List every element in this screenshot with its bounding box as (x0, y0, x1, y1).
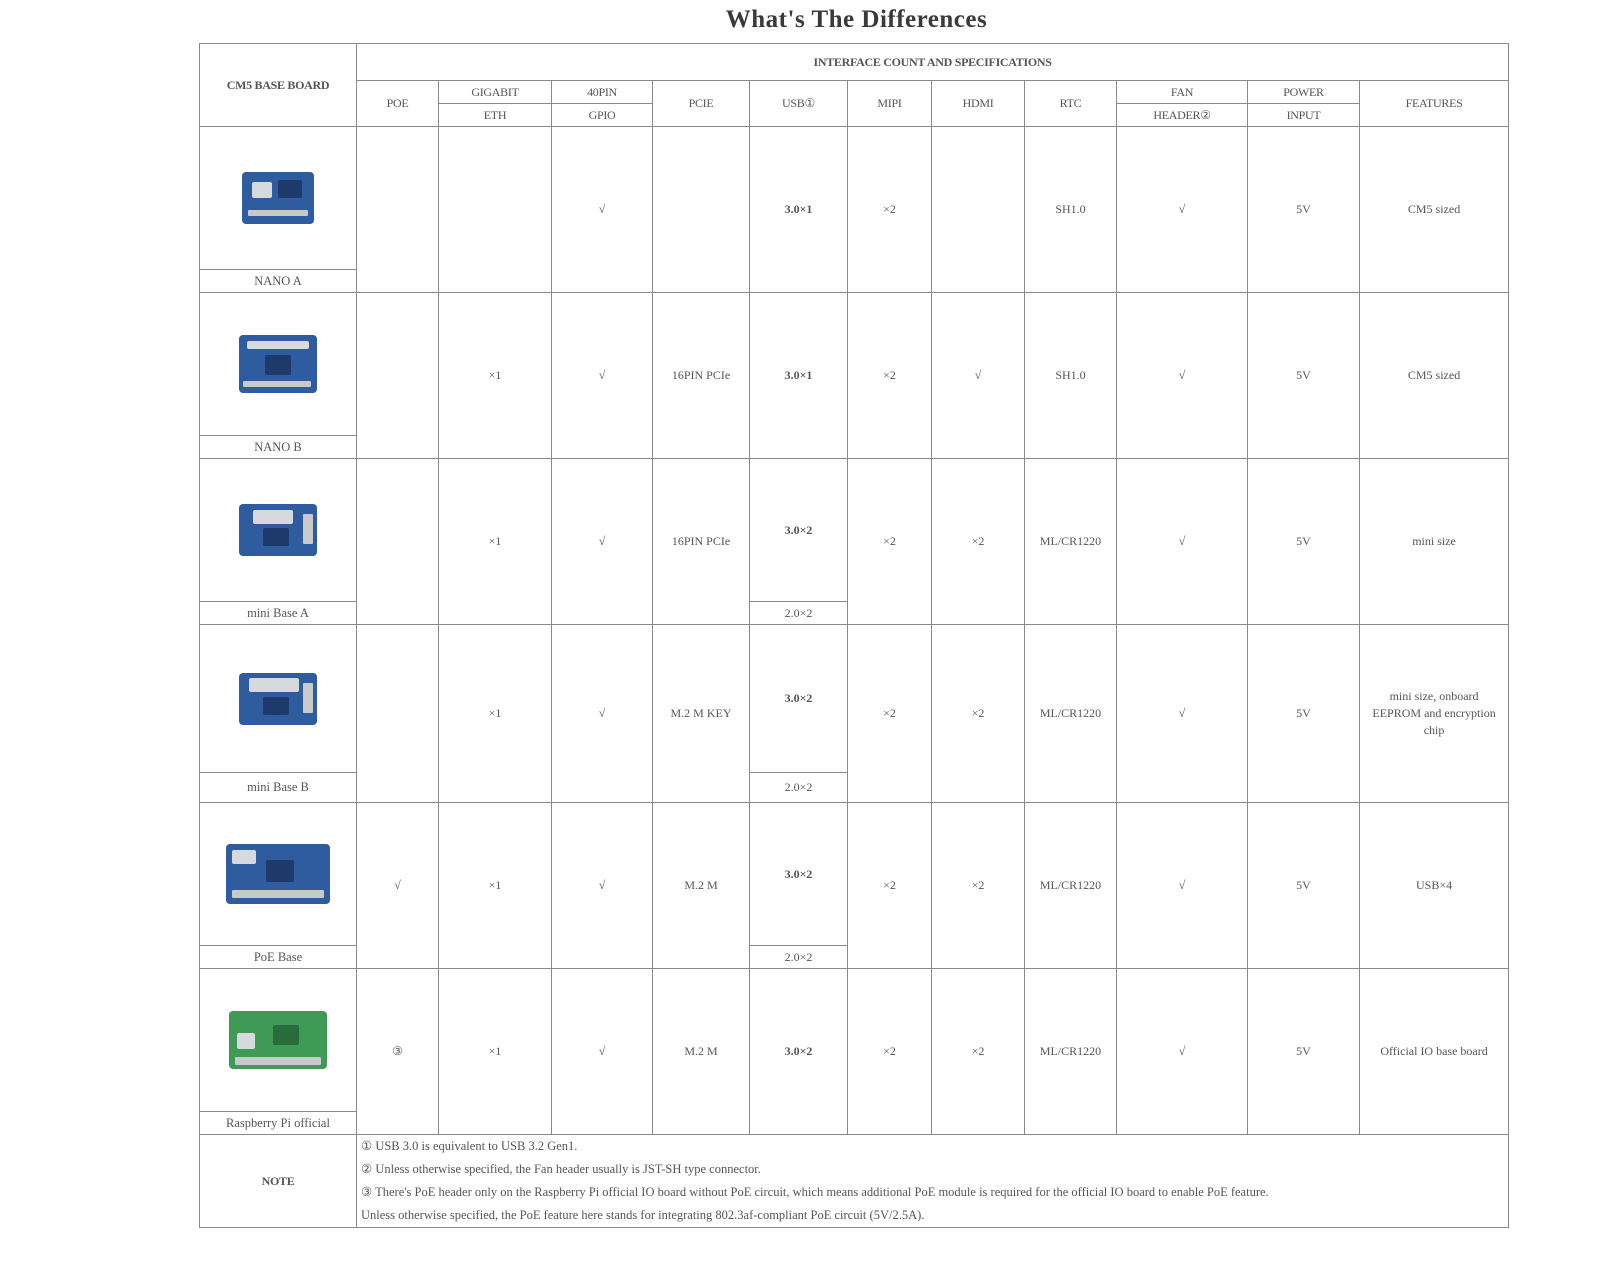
note-line: ① USB 3.0 is equivalent to USB 3.2 Gen1. (361, 1139, 578, 1153)
cell-power: 5V (1248, 293, 1360, 459)
board-name: mini Base B (200, 773, 357, 803)
cell-gpio: √ (552, 969, 653, 1135)
table-row (200, 803, 1509, 946)
table-row (200, 969, 1509, 1112)
header-group: INTERFACE COUNT AND SPECIFICATIONS (357, 44, 1509, 81)
cell-hdmi: ×2 (932, 459, 1025, 625)
cell-poe (357, 293, 439, 459)
cell-usb3: 3.0×2 (750, 625, 848, 773)
page-title: What's The Differences (725, 6, 988, 33)
header-mipi: MIPI (848, 81, 932, 127)
cell-usb2: 2.0×2 (750, 773, 848, 803)
nano-b-board-icon (239, 335, 317, 393)
table-row (200, 293, 1509, 436)
cell-features: CM5 sized (1360, 127, 1509, 293)
header-poe: POE (357, 81, 439, 127)
comparison-table (199, 43, 1509, 1228)
cell-eth: ×1 (439, 459, 552, 625)
board-image-cell (200, 293, 357, 436)
cell-mipi: ×2 (848, 459, 932, 625)
header-gigabit-top: GIGABIT (439, 81, 552, 104)
cell-features: mini size (1360, 459, 1509, 625)
cell-gpio: √ (552, 293, 653, 459)
cell-hdmi (932, 127, 1025, 293)
board-name: Raspberry Pi official (200, 1112, 357, 1135)
header-features: FEATURES (1360, 81, 1509, 127)
cell-hdmi: ×2 (932, 969, 1025, 1135)
cell-usb2: 2.0×2 (750, 602, 848, 625)
board-image-cell (200, 625, 357, 773)
cell-rtc: ML/CR1220 (1025, 969, 1117, 1135)
header-gpio-top: 40PIN (552, 81, 653, 104)
cell-pcie: 16PIN PCIe (653, 459, 750, 625)
cell-rtc: SH1.0 (1025, 127, 1117, 293)
cell-hdmi: √ (932, 293, 1025, 459)
cell-power: 5V (1248, 625, 1360, 803)
cell-eth: ×1 (439, 293, 552, 459)
cell-usb: 3.0×1 (750, 293, 848, 459)
header-pcie: PCIE (653, 81, 750, 127)
cell-pcie: 16PIN PCIe (653, 293, 750, 459)
board-name: NANO A (200, 270, 357, 293)
note-line: ③ There's PoE header only on the Raspberry Pi official IO board without PoE circuit, which means additional PoE module is required for the official IO board to enable PoE feature. (361, 1185, 1269, 1199)
table-row (200, 625, 1509, 773)
cell-features: Official IO base board (1360, 969, 1509, 1135)
cell-hdmi: ×2 (932, 625, 1025, 803)
cell-power: 5V (1248, 127, 1360, 293)
cell-mipi: ×2 (848, 969, 932, 1135)
header-rtc: RTC (1025, 81, 1117, 127)
cell-fan: √ (1117, 969, 1248, 1135)
cell-gpio: √ (552, 459, 653, 625)
board-name: mini Base A (200, 602, 357, 625)
cell-mipi: ×2 (848, 127, 932, 293)
header-power-top: POWER (1248, 81, 1360, 104)
cell-mipi: ×2 (848, 803, 932, 969)
board-name: NANO B (200, 436, 357, 459)
cell-usb: 3.0×2 (750, 969, 848, 1135)
cell-features: USB×4 (1360, 803, 1509, 969)
cell-gpio: √ (552, 803, 653, 969)
cell-power: 5V (1248, 803, 1360, 969)
cell-rtc: ML/CR1220 (1025, 625, 1117, 803)
cell-power: 5V (1248, 969, 1360, 1135)
cell-rtc: ML/CR1220 (1025, 803, 1117, 969)
cell-rtc: SH1.0 (1025, 293, 1117, 459)
cell-fan: √ (1117, 127, 1248, 293)
note-label: NOTE (200, 1135, 357, 1228)
table-row (200, 459, 1509, 602)
cell-poe (357, 625, 439, 803)
cell-gpio: √ (552, 625, 653, 803)
note-content (357, 1135, 1509, 1228)
header-gpio-bottom: GPIO (552, 104, 653, 127)
raspberry-pi-official-board-icon (229, 1011, 327, 1069)
cell-poe (357, 459, 439, 625)
cell-eth: ×1 (439, 803, 552, 969)
board-image-cell (200, 127, 357, 270)
cell-gpio: √ (552, 127, 653, 293)
cell-pcie: M.2 M (653, 803, 750, 969)
header-board: CM5 BASE BOARD (200, 44, 357, 127)
cell-rtc: ML/CR1220 (1025, 459, 1117, 625)
cell-mipi: ×2 (848, 293, 932, 459)
cell-eth: ×1 (439, 625, 552, 803)
board-image-cell (200, 459, 357, 602)
note-line: ② Unless otherwise specified, the Fan header usually is JST-SH type connector. (361, 1162, 761, 1176)
nano-a-board-icon (242, 172, 314, 224)
cell-pcie: M.2 M KEY (653, 625, 750, 803)
cell-usb3: 3.0×2 (750, 803, 848, 946)
header-fan-top: FAN (1117, 81, 1248, 104)
cell-fan: √ (1117, 459, 1248, 625)
cell-eth (439, 127, 552, 293)
cell-eth: ×1 (439, 969, 552, 1135)
cell-usb2: 2.0×2 (750, 946, 848, 969)
board-name: PoE Base (200, 946, 357, 969)
header-usb: USB① (750, 81, 848, 127)
header-hdmi: HDMI (932, 81, 1025, 127)
board-image-cell (200, 803, 357, 946)
note-row (200, 1135, 1509, 1228)
cell-pcie: M.2 M (653, 969, 750, 1135)
mini-base-b-board-icon (239, 673, 317, 725)
cell-power: 5V (1248, 459, 1360, 625)
poe-base-board-icon (226, 844, 330, 904)
header-fan-bottom: HEADER② (1117, 104, 1248, 127)
cell-hdmi: ×2 (932, 803, 1025, 969)
cell-fan: √ (1117, 625, 1248, 803)
cell-pcie (653, 127, 750, 293)
cell-fan: √ (1117, 293, 1248, 459)
cell-poe: ③ (357, 969, 439, 1135)
header-gigabit-bottom: ETH (439, 104, 552, 127)
cell-mipi: ×2 (848, 625, 932, 803)
cell-poe: √ (357, 803, 439, 969)
cell-features: CM5 sized (1360, 293, 1509, 459)
cell-poe (357, 127, 439, 293)
note-line: Unless otherwise specified, the PoE feature here stands for integrating 802.3af-compliant PoE circuit (5V/2.5A). (361, 1208, 925, 1222)
cell-usb: 3.0×1 (750, 127, 848, 293)
board-image-cell (200, 969, 357, 1112)
header-power-bottom: INPUT (1248, 104, 1360, 127)
cell-features: mini size, onboard EEPROM and encryption chip (1360, 625, 1509, 803)
mini-base-a-board-icon (239, 504, 317, 556)
table-row (200, 127, 1509, 270)
cell-fan: √ (1117, 803, 1248, 969)
cell-usb3: 3.0×2 (750, 459, 848, 602)
